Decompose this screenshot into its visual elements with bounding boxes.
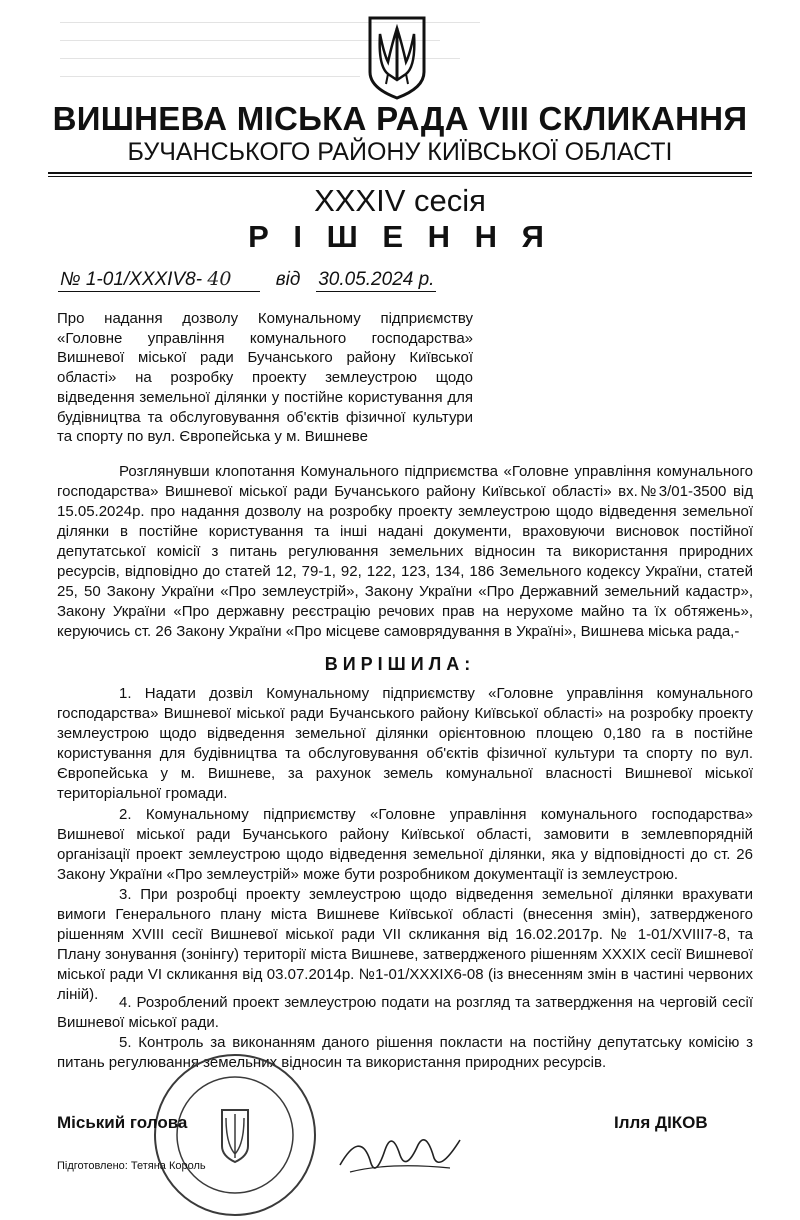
signatory-role: Міський голова <box>57 1113 188 1132</box>
session-title: XXXIV сесія <box>314 183 486 218</box>
header-rule-thin <box>48 176 752 177</box>
decision-number: № 1-01/XXXIV8- 40 <box>58 268 260 292</box>
header-rule <box>48 172 752 174</box>
council-title: ВИШНЕВА МІСЬКА РАДА VIII СКЛИКАННЯ <box>52 100 748 137</box>
decision-date: 30.05.2024 р. <box>318 269 435 290</box>
scan-artifact <box>60 76 360 77</box>
resolution-item-5: 5. Контроль за виконанням даного рішення покласти на постійну депутатську комісію з питань регулювання земельних відносин та використання природних ресурсів. <box>57 1034 753 1071</box>
resolution-item-2: 2. Комунальному підприємству «Головне управління комунального господарства» Вишневої міської ради Бучанського району Київської області, замовити в землевпорядній організації проект землеустрою щодо відведення земельної ділянки, яка у відповідності до ст. 26 Закону України «Про землеустрій» може бути розробником документації із землеустрою. <box>57 806 753 883</box>
coat-of-arms-icon <box>366 14 428 100</box>
prepared-by: Підготовлено: Тетяна Король <box>57 1160 206 1172</box>
council-subtitle: БУЧАНСЬКОГО РАЙОНУ КИЇВСЬКОЇ ОБЛАСТІ <box>127 138 673 166</box>
decision-subject: Про надання дозволу Комунальному підприємству «Головне управління комунального господарства» Вишневої міської ради Бучанського району Київської області» на розробку проекту землеустрою щодо відведення земельної ділянки у постійне користування для будівництва та обслуговування об'єктів фізичної культури та спорту по вул. Європейська у м. Вишневе <box>57 310 473 446</box>
signature-icon <box>330 1110 470 1190</box>
resolution-item-4: 4. Розроблений проект землеустрою подати на розгляд та затвердження на черговій сесії Вишневої міської ради. <box>57 994 753 1031</box>
date-prefix: від <box>275 269 301 290</box>
official-stamp-icon <box>150 1050 320 1220</box>
resolved-heading: ВИРІШИЛА: <box>324 654 476 674</box>
resolution-item-3: 3. При розробці проекту землеустрою щодо відведення земельної ділянки врахувати вимоги Генерального плану міста Вишневе Київської області (внесення змін), затвердженого рішенням XVIII сесії Вишневої міської ради VII скликання від 16.02.2017р. № 1-01/XVIII7-8, та Плану зонування (зонінгу) території міста Вишневе, затвердженого рішенням XXXIX сесії Вишневої міської ради VI скликання від 03.07.2014р. №1-01/XXXIX6-08 (із внесенням змін в частині червоних ліній). <box>57 886 753 1003</box>
preamble-paragraph: Розглянувши клопотання Комунального підприємства «Головне управління комунального господарства» Вишневої міської ради Бучанського району Київської області» вх.№3/01-3500 від 15.05.2024р. про надання дозволу на розробку проекту землеустрою щодо відведення земельної ділянки в постійне користування та інші надані документи, враховуючи висновок постійної депутатської комісії з питань регулювання земельних відносин та використання природних ресурсів, відповідно до статей 12, 79-1, 92, 122, 123, 134, 186 Земельного кодексу України, статей 25, 50 Закону України «Про землеустрій», Закону України «Про Державний земельний кадастр», Закону України «Про державну реєстрацію речових прав на нерухоме майно та їх обтяжень», керуючись ст. 26 Закону України «Про місцеве самоврядування в Україні», Вишнева міська рада,- <box>57 463 753 640</box>
resolution-item-1: 1. Надати дозвіл Комунальному підприємству «Головне управління комунального господарства» Вишневої міської ради Бучанського району Київської області» на розробку проекту землеустрою щодо відведення земельної ділянки орієнтовною площею 0,180 га в постійне користування для будівництва та обслуговування об'єктів фізичної культури та спорту по вул. Європейська у м. Вишневе, за рахунок земель комунальної власності Вишневої міської територіальної громади. <box>57 685 753 802</box>
handwritten-number: 40 <box>207 268 232 290</box>
document-type-heading: Р І Ш Е Н Н Я <box>248 219 552 254</box>
signatory-name: Ілля ДІКОВ <box>614 1113 708 1132</box>
decision-number-line <box>58 268 436 292</box>
